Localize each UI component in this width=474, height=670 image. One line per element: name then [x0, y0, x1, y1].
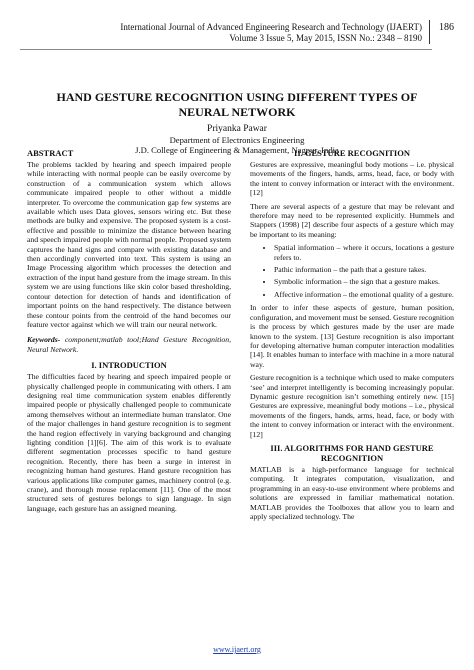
right-column [250, 148, 454, 525]
gesture-aspects-list [250, 243, 454, 299]
author-name: Priyanka Pawar [207, 124, 267, 134]
author-college: J.D. College of Engineering & Management, Nagpur, India [135, 145, 339, 155]
abstract-heading: ABSTRACT [27, 148, 74, 158]
keywords [27, 335, 231, 354]
algorithms-heading: III. ALGORITHMS FOR HAND GESTURE RECOGNITION [270, 442, 434, 463]
abstract-text: The problems tackled by hearing and speech impaired people while interacting with normal people can be easily overcome by construction of a communication system which allows communicate impaired people to other without a middle interpreter. To overcome the communication gap few systems are available which uses Data gloves, sensors wiring etc. But these methods are bulky and expensive. The proposed system is a cost-effective and possible to minimize the distance between hearing and speech impaired people with normal people. Proposed system captures the hand signs and compare with existing database and then accordingly converted into text. This system is using an Image Processing algorithm which processes the detection and extraction of the input hand gesture from the image stream. In this system we are using functions like skin color based thresholding, contour detection for detection of hands and identification of important points on the hand respectively. The distance between these contour points from the centroid of the hand becomes our feature vector against which we will train our neural network. [27, 160, 231, 329]
keywords-label: Keywords- [27, 335, 61, 345]
journal-name: International Journal of Advanced Engineering Research and Technology (IJAERT) [120, 22, 422, 32]
journal-volume: Volume 3 Issue 5, May 2015, ISSN No.: 2348 – 8190 [229, 32, 422, 43]
gesture-para-1: Gestures are expressive, meaningful body motions – i.e. physical movements of the fingers, hands, arms, head, face, or body with the intent to convey information or interact with the environment. [12] [250, 160, 454, 198]
page-number: 186 [429, 20, 454, 44]
keywords-text: component;matlab tool;Hand Gesture Recognition, Neural Network. [27, 335, 231, 354]
gesture-recognition-heading: II. GESTURE RECOGNITION [294, 148, 410, 158]
footer [0, 645, 474, 654]
list-item: • Affective information – the emotional quality of a gesture. [274, 290, 454, 299]
author-department: Department of Electronics Engineering [169, 135, 305, 145]
gesture-para-4: Gesture recognition is a technique which used to make computers ‘see’ and interpret intelligently is becoming increasingly popular. Dynamic gesture recognition isn’t something entirely new. [15] Gestures are expressive, meaningful body motions – i.e., physical movements of the fingers, hands, arms, head, face, or body with the intent to convey information or interact with the environment. [12] [250, 373, 454, 439]
list-item: • Pathic information – the path that a gesture takes. [274, 265, 454, 274]
list-item: • Symbolic information – the sign that a gesture makes. [274, 277, 454, 286]
gesture-para-3: In order to infer these aspects of gesture, human position, configuration, and movement must be sensed. Gesture recognition is the process by which gestures made by the user are made known to the system. [13] Gesture recognition is also important for developing alternative human computer interaction modalities [14]. It enables human to interface with machine in a more natural way. [250, 303, 454, 369]
list-item: • Spatial information – where it occurs, locations a gesture refers to. [274, 243, 454, 262]
journal-info [120, 22, 422, 43]
paper-title: HAND GESTURE RECOGNITION USING DIFFERENT TYPES OF NEURAL NETWORK [56, 90, 418, 119]
introduction-heading: I. INTRODUCTION [91, 360, 167, 371]
gesture-para-2: There are several aspects of a gesture that may be relevant and therefore may need to be represented explicitly. Hummels and Stappers (1998) [2] describe four aspects of a gesture which may be important to its meaning: [250, 201, 454, 239]
journal-header [20, 22, 454, 48]
footer-link[interactable]: www.ijaert.org [213, 645, 261, 654]
left-column [27, 148, 231, 517]
introduction-text: The difficulties faced by hearing and speech impaired people or physically challenged people in communicating with others. I am designing real time communication system enables differently impaired people or physically challenged people to communicate among themselves without an intermediate human translator. One of the major challenges in hand gesture recognition is to segment the hand region effectively in varying background and changing lighting condition [1][6]. The aim of this work is to evaluate different segmentation processes specific to hand gesture recognition. Recently, there has been a surge in interest in recognizing human hand gestures. Hand gesture recognition has various applications like computer games, machinery control (e.g. crane), and thorough mouse replacement [11]. One of the most structured sets of gestures belongs to sign language. In sign language, each gesture has an assigned meaning. [27, 372, 231, 513]
algorithms-text: MATLAB is a high-performance language for technical computing. It integrates computation, visualization, and programming in an easy-to-use environment where problems and solutions are expressed in familiar mathematical notation. MATLAB provides the Toolboxes that allow you to learn and apply specialized technology. The [250, 464, 454, 521]
header-rule [20, 49, 432, 50]
